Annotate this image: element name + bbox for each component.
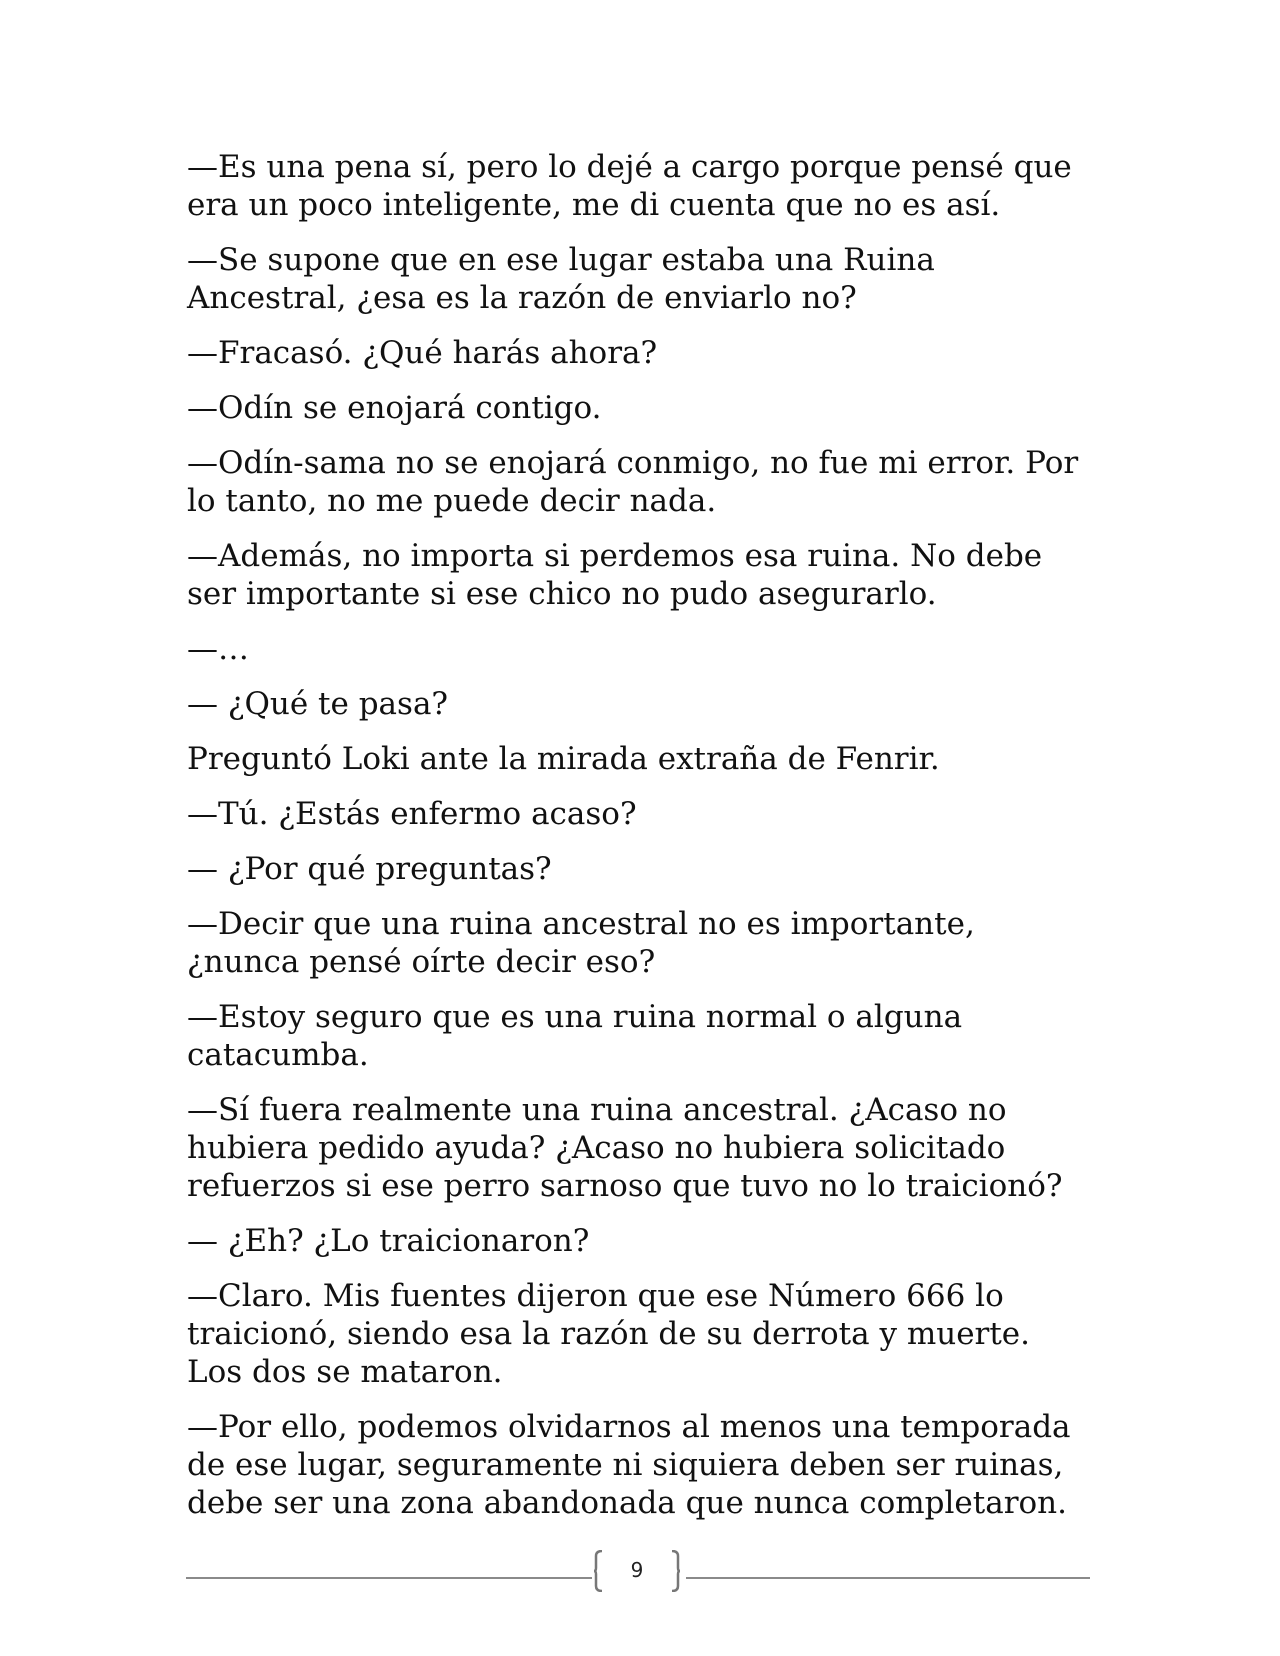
paragraph: — ¿Por qué preguntas?: [187, 851, 552, 887]
footer-rule-left: [186, 1577, 592, 1579]
footer-rule-right: [686, 1577, 1090, 1579]
paragraph: —…: [187, 631, 249, 667]
page-footer: [186, 1548, 1090, 1608]
paragraph: —Por ello, podemos olvidarnos al menos una temporada de ese lugar, seguramente ni siquiera deben ser ruinas, debe ser una zona abandonada que nunca completaron.: [187, 1409, 1071, 1521]
paragraph: —Sí fuera realmente una ruina ancestral. ¿Acaso no hubiera pedido ayuda? ¿Acaso no hubiera solicitado refuerzos si ese perro sarnoso que tuvo no lo traicionó?: [187, 1092, 1063, 1204]
paragraph: — ¿Qué te pasa?: [187, 686, 449, 722]
paragraph: —Claro. Mis fuentes dijeron que ese Número 666 lo traicionó, siendo esa la razón de su derrota y muerte. Los dos se mataron.: [187, 1278, 1031, 1390]
paragraph: —Odín-sama no se enojará conmigo, no fue mi error. Por lo tanto, no me puede decir nada.: [187, 445, 1079, 519]
paragraph: —Tú. ¿Estás enfermo acaso?: [187, 796, 637, 832]
paragraph: —Odín se enojará contigo.: [187, 390, 602, 426]
paragraph: —Fracasó. ¿Qué harás ahora?: [187, 335, 658, 371]
paragraph: —Además, no importa si perdemos esa ruina. No debe ser importante si ese chico no pudo asegurarlo.: [187, 538, 1043, 612]
paragraph: —Se supone que en ese lugar estaba una Ruina Ancestral, ¿esa es la razón de enviarlo no?: [187, 242, 935, 316]
left-bracket-icon: [594, 1550, 604, 1592]
paragraph: —Estoy seguro que es una ruina normal o alguna catacumba.: [187, 999, 963, 1073]
paragraph: — ¿Eh? ¿Lo traicionaron?: [187, 1223, 590, 1259]
paragraph: —Es una pena sí, pero lo dejé a cargo porque pensé que era un poco inteligente, me di cuenta que no es así.: [187, 149, 1072, 223]
body-text: [187, 148, 1087, 1539]
paragraph: —Decir que una ruina ancestral no es importante, ¿nunca pensé oírte decir eso?: [187, 906, 975, 980]
page-number: 9: [630, 1558, 644, 1582]
paragraph: Preguntó Loki ante la mirada extraña de Fenrir.: [187, 741, 940, 777]
right-bracket-icon: [670, 1550, 680, 1592]
